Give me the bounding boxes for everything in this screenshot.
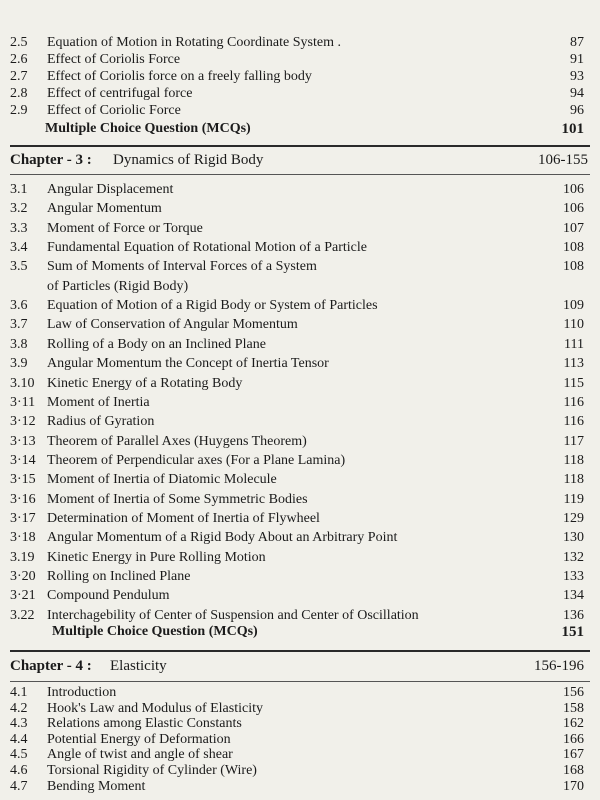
chapter-title: Dynamics of Rigid Body	[113, 152, 264, 168]
section-title: Effect of Coriolic Force	[47, 103, 181, 118]
section-title: Law of Conservation of Angular Momentum	[47, 317, 298, 333]
section-number: 3.4	[10, 240, 28, 256]
page-number: 116	[563, 394, 584, 410]
section-title: Theorem of Parallel Axes (Huygens Theorem)	[47, 433, 307, 449]
section-number: 3·12	[10, 414, 36, 430]
page-number: 167	[563, 747, 584, 763]
section-number: 3.3	[10, 220, 28, 236]
section-title: Angular Momentum the Concept of Inertia Tensor	[47, 356, 329, 372]
mcq-page: 101	[561, 121, 584, 137]
chapter-label: Chapter - 3 :	[10, 152, 92, 168]
chapter-3-heading	[10, 148, 588, 172]
section-title: Moment of Inertia of Some Symmetric Bodies	[47, 491, 308, 507]
section-title: Kinetic Energy of a Rotating Body	[47, 375, 243, 391]
section-title: Compound Pendulum	[47, 588, 170, 604]
page-number: 93	[570, 69, 584, 84]
section-number: 3.8	[10, 336, 28, 352]
page-number: 136	[563, 607, 584, 623]
page-number: 158	[563, 700, 584, 716]
section-number: 3·21	[10, 588, 36, 604]
section-title: Fundamental Equation of Rotational Motion of a Particle	[47, 240, 367, 256]
section-number: 4.6	[10, 763, 28, 778]
section-number: 2.5	[10, 35, 28, 50]
chapter-page-range: 106-155	[538, 152, 588, 168]
page-number: 156	[563, 685, 584, 700]
chapter-4-heading	[10, 654, 588, 678]
page-number: 107	[563, 220, 584, 236]
page-number: 116	[563, 414, 584, 430]
section-title: Introduction	[47, 685, 117, 700]
section-number: 4.3	[10, 716, 28, 732]
section-title: Effect of Coriolis force on a freely falling body	[47, 69, 312, 84]
divider	[10, 145, 590, 147]
section-title: Equation of Motion in Rotating Coordinate System .	[47, 35, 341, 50]
section-title: Sum of Moments of Interval Forces of a System	[47, 259, 317, 275]
chapter-label: Chapter - 4 :	[10, 658, 92, 674]
mcq-page: 151	[561, 624, 584, 640]
section-number: 3.19	[10, 549, 35, 565]
page-number: 94	[570, 86, 584, 101]
section-title: Rolling of a Body on an Inclined Plane	[47, 336, 266, 352]
page-number: 119	[563, 491, 584, 507]
section-number: 3.2	[10, 201, 28, 217]
section-number: 2.8	[10, 86, 28, 101]
page-number: 117	[563, 433, 584, 449]
section-title: Kinetic Energy in Pure Rolling Motion	[47, 549, 266, 565]
section-number: 3.6	[10, 298, 28, 314]
page-number: 162	[563, 716, 584, 732]
page-number: 110	[563, 317, 584, 333]
section-number: 3.7	[10, 317, 28, 333]
page-number: 108	[563, 259, 584, 275]
chapter-title: Elasticity	[110, 658, 167, 674]
chapter-page-range: 156-196	[534, 658, 584, 674]
page-number: 118	[563, 472, 584, 488]
section-title: Moment of Inertia of Diatomic Molecule	[47, 472, 277, 488]
page-number: 87	[570, 35, 584, 50]
section-title: of Particles (Rigid Body)	[47, 278, 189, 294]
section-title: Angular Momentum of a Rigid Body About an Arbitrary Point	[47, 530, 398, 546]
section-number: 4.7	[10, 778, 28, 794]
page-number: 133	[563, 569, 584, 584]
section-title: Angular Momentum	[47, 201, 162, 217]
divider	[10, 681, 590, 682]
page-number: 113	[563, 356, 584, 372]
section-number: 3.5	[10, 259, 28, 275]
page-number: 118	[563, 452, 584, 468]
section-number: 3.1	[10, 182, 28, 197]
section-number: 3.22	[10, 607, 35, 623]
section-number: 4.2	[10, 700, 28, 716]
mcq-title: Multiple Choice Question (MCQs)	[45, 121, 251, 136]
page-number: 111	[564, 336, 584, 352]
section-number: 3·18	[10, 530, 36, 546]
page-number: 130	[563, 530, 584, 546]
section-number: 2.9	[10, 103, 28, 118]
section-number: 3·11	[10, 394, 36, 410]
section-title: Rolling on Inclined Plane	[47, 569, 191, 584]
section-title: Interchagebility of Center of Suspension and Center of Oscillation	[47, 607, 419, 623]
page-number: 106	[563, 182, 584, 197]
section-number: 3·20	[10, 569, 36, 584]
page-number: 109	[563, 298, 584, 314]
section-title: Bending Moment	[47, 778, 146, 794]
section-number: 3.10	[10, 375, 35, 391]
page-number: 134	[563, 588, 584, 604]
section-number: 2.7	[10, 69, 28, 84]
page-number: 91	[570, 52, 584, 67]
section-number: 3·15	[10, 472, 36, 488]
section-title: Moment of Force or Torque	[47, 220, 203, 236]
section-title: Angular Displacement	[47, 182, 174, 197]
section-number: 4.1	[10, 685, 28, 700]
section-number: 3.9	[10, 356, 28, 372]
section-number: 4.5	[10, 747, 28, 763]
section-title: Determination of Moment of Inertia of Flywheel	[47, 510, 320, 526]
section-number: 3·17	[10, 510, 36, 526]
section-number: 3·16	[10, 491, 36, 507]
divider	[10, 650, 590, 652]
section-title: Radius of Gyration	[47, 414, 155, 430]
section-title: Effect of centrifugal force	[47, 86, 193, 101]
section-number: 3·13	[10, 433, 36, 449]
page-number: 96	[570, 103, 584, 118]
page-number: 108	[563, 240, 584, 256]
section-title: Potential Energy of Deformation	[47, 731, 231, 747]
page-number: 129	[563, 510, 584, 526]
section-title: Angle of twist and angle of shear	[47, 747, 233, 763]
page-number: 168	[563, 763, 584, 778]
section-title: Relations among Elastic Constants	[47, 716, 242, 732]
page-number: 115	[563, 375, 584, 391]
section-title: Hook's Law and Modulus of Elasticity	[47, 700, 263, 716]
section-number: 2.6	[10, 52, 28, 67]
page-number: 166	[563, 731, 584, 747]
section-title: Equation of Motion of a Rigid Body or System of Particles	[47, 298, 378, 314]
section-number: 3·14	[10, 452, 36, 468]
section-number: 4.4	[10, 731, 28, 747]
divider	[10, 174, 590, 175]
section-title: Theorem of Perpendicular axes (For a Plane Lamina)	[47, 452, 346, 468]
page-number: 170	[563, 778, 584, 794]
mcq-title: Multiple Choice Question (MCQs)	[52, 624, 258, 639]
section-title: Effect of Coriolis Force	[47, 52, 181, 67]
section-title: Moment of Inertia	[47, 394, 150, 410]
section-title: Torsional Rigidity of Cylinder (Wire)	[47, 763, 257, 778]
page-number: 132	[563, 549, 584, 565]
page-number: 106	[563, 201, 584, 217]
